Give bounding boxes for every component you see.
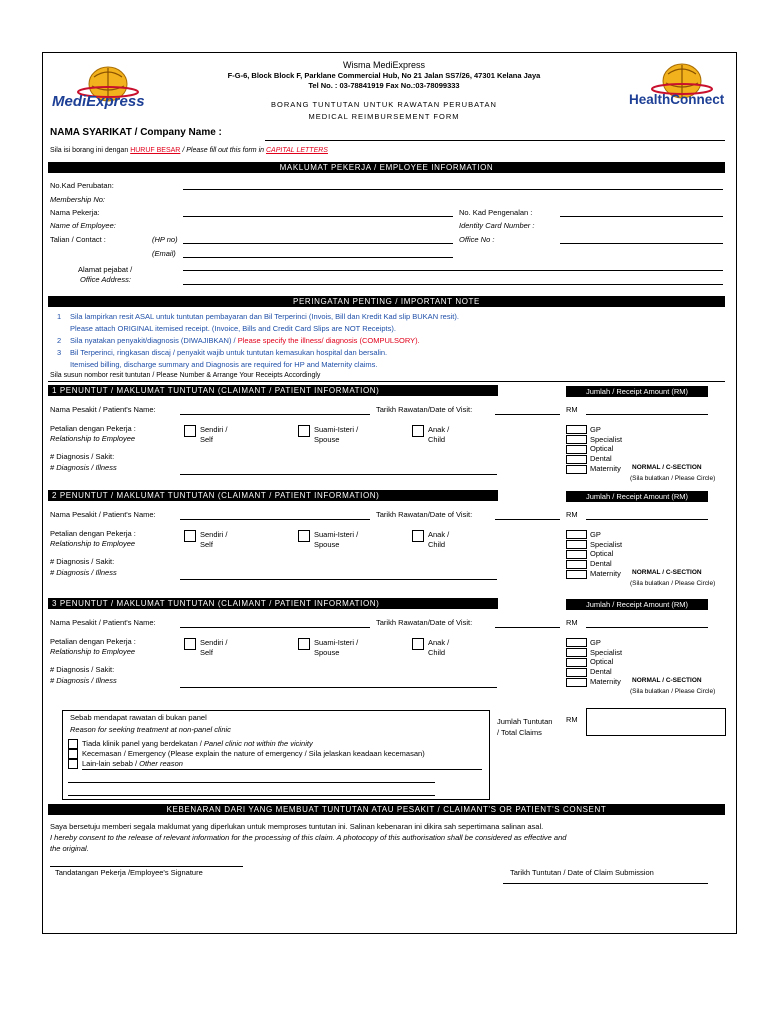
- ic-number-input[interactable]: [560, 216, 723, 217]
- optical-amount-box-1[interactable]: [566, 445, 587, 454]
- ic-label-my: No. Kad Pengenalan :: [459, 208, 533, 217]
- specialist-label-2: Specialist: [590, 540, 623, 549]
- signature-label: Tandatangan Pekerja /Employee's Signature: [55, 868, 203, 877]
- note1-en: Please attach ORIGINAL itemised receipt. (Invoice, Bills and Credit Card Slips are NOT Receipts).: [70, 324, 396, 333]
- specialist-amount-box-3[interactable]: [566, 648, 587, 657]
- spouse-checkbox-2[interactable]: [298, 530, 310, 542]
- visit-date-input-2[interactable]: [495, 519, 560, 520]
- gp-label-2: GP: [590, 530, 601, 539]
- alamat-label: Alamat pejabat /: [78, 265, 133, 274]
- circle-note-2: (Sila bulatkan / Please Circle): [630, 580, 716, 587]
- child-label-en-1: Child: [428, 435, 446, 444]
- child-checkbox-2[interactable]: [412, 530, 424, 542]
- form-title-my: BORANG TUNTUTAN UNTUK RAWATAN PERUBATAN: [271, 100, 497, 109]
- spouse-checkbox-1[interactable]: [298, 425, 310, 437]
- self-checkbox-3[interactable]: [184, 638, 196, 650]
- org-address: F-G-6, Block Block F, Parklane Commercial Hub, No 21 Jalan SS7/26, 47301 Kelana Jaya: [227, 71, 541, 80]
- note3-number: 3: [57, 348, 62, 357]
- dental-label-2: Dental: [590, 559, 612, 568]
- relation-label-my-3: Petalian dengan Pekerja :: [50, 637, 136, 646]
- signature-line[interactable]: [50, 866, 243, 867]
- arrange-note: Sila susun nombor resit tuntutan / Please Number & Arrange Your Receipts Accordingly: [50, 372, 321, 379]
- reason-title-en: Reason for seeking treatment at non-panel clinic: [70, 725, 231, 734]
- child-label-my-1: Anak /: [428, 425, 450, 434]
- specialist-label-1: Specialist: [590, 435, 623, 444]
- child-checkbox-3[interactable]: [412, 638, 424, 650]
- self-label-my-3: Sendiri /: [200, 638, 228, 647]
- gp-amount-box-2[interactable]: [566, 530, 587, 539]
- hp-label: (HP no): [152, 235, 178, 244]
- child-label-en-3: Child: [428, 648, 446, 657]
- diagnosis-label-my-2: # Diagnosis / Sakit:: [50, 557, 115, 566]
- rm-label-2: RM: [566, 510, 578, 519]
- claim-date-input[interactable]: [503, 883, 708, 884]
- spouse-label-en-2: Spouse: [314, 540, 340, 549]
- org-name: Wisma MediExpress: [342, 60, 425, 70]
- company-label: NAMA SYARIKAT / Company Name :: [50, 127, 222, 138]
- note3-en: Itemised billing, discharge summary and Diagnosis are required for HP and Maternity claims.: [70, 360, 378, 369]
- contact-label: Talian / Contact :: [50, 235, 106, 244]
- consent-text-en-2: the original.: [50, 844, 89, 853]
- dental-amount-box-2[interactable]: [566, 560, 587, 569]
- svg-text:HealthConnect: HealthConnect: [629, 92, 725, 107]
- form-title-en: MEDICAL REIMBURSEMENT FORM: [308, 112, 460, 121]
- note1-my: Sila lampirkan resit ASAL untuk tuntutan pembayaran dan Bil Terperinci (Invois, Bill dan Kredit Kad slip BUKAN resit).: [70, 312, 459, 321]
- receipt-amount-bar-3: Jumlah / Receipt Amount (RM): [566, 599, 708, 610]
- note2-number: 2: [57, 336, 62, 345]
- diagnosis-label-en-3: # Diagnosis / Illness: [50, 676, 117, 685]
- relation-label-en-2: Relationship to Employee: [50, 539, 136, 548]
- self-checkbox-2[interactable]: [184, 530, 196, 542]
- claim-date-label: Tarikh Tuntutan / Date of Claim Submission: [510, 868, 654, 877]
- consent-bar: KEBENARAN DARI YANG MEMBUAT TUNTUTAN ATAU PESAKIT / CLAIMANT'S OR PATIENT'S CONSENT: [48, 804, 725, 815]
- office-address-label: Office Address:: [80, 275, 131, 284]
- spouse-label-my-1: Suami-Isteri /: [314, 425, 359, 434]
- visit-date-label-3: Tarikh Rawatan/Date of Visit:: [376, 618, 473, 627]
- reason-other-checkbox[interactable]: [68, 759, 78, 769]
- name-employee-label: Name of Employee:: [50, 221, 116, 230]
- visit-date-input-1[interactable]: [495, 414, 560, 415]
- child-label-my-2: Anak /: [428, 530, 450, 539]
- note1-number: 1: [57, 312, 62, 321]
- rm-label-1: RM: [566, 405, 578, 414]
- claimant-3-bar: 3 PENUNTUT / MAKLUMAT TUNTUTAN (CLAIMANT / PATIENT INFORMATION): [48, 598, 498, 609]
- employee-name-input[interactable]: [183, 216, 453, 217]
- note2: Sila nyatakan penyakit/diagnosis (DIWAJIBKAN) / Please specify the illness/ diagnosis (COMPULSORY).: [70, 336, 420, 345]
- spouse-label-my-2: Suami-Isteri /: [314, 530, 359, 539]
- optical-amount-box-2[interactable]: [566, 550, 587, 559]
- gp-label-3: GP: [590, 638, 601, 647]
- relation-label-my-1: Petalian dengan Pekerja :: [50, 424, 136, 433]
- reason-no-panel-label: Tiada klinik panel yang berdekatan / Panel clinic not within the vicinity: [82, 739, 313, 748]
- address-input-2[interactable]: [183, 284, 723, 285]
- dental-label-3: Dental: [590, 667, 612, 676]
- specialist-amount-box-2[interactable]: [566, 540, 587, 549]
- rm-input-1[interactable]: [586, 414, 708, 415]
- visit-date-label-2: Tarikh Rawatan/Date of Visit:: [376, 510, 473, 519]
- claimant-1-bar: 1 PENUNTUT / MAKLUMAT TUNTUTAN (CLAIMANT / PATIENT INFORMATION): [48, 385, 498, 396]
- self-label-en-1: Self: [200, 435, 213, 444]
- hp-input[interactable]: [183, 243, 453, 244]
- patient-name-label-2: Nama Pesakit / Patient's Name:: [50, 510, 156, 519]
- org-tel: Tel No. : 03-78841919 Fax No.:03-78099333: [308, 81, 460, 90]
- relation-label-my-2: Petalian dengan Pekerja :: [50, 529, 136, 538]
- self-label-en-3: Self: [200, 648, 213, 657]
- gp-amount-box-1[interactable]: [566, 425, 587, 434]
- circle-note-1: (Sila bulatkan / Please Circle): [630, 475, 716, 482]
- patient-name-input-1[interactable]: [180, 414, 370, 415]
- maternity-type-3[interactable]: NORMAL / C-SECTION: [632, 677, 702, 684]
- relation-label-en-3: Relationship to Employee: [50, 647, 136, 656]
- reason-emergency-checkbox[interactable]: [68, 749, 78, 759]
- nama-pekerja-label: Nama Pekerja:: [50, 208, 100, 217]
- consent-text-my: Saya bersetuju memberi segala maklumat yang diperlukan untuk memproses tuntutan ini. Salinan kebenaran ini dikira sah sepertimana salinan asal.: [50, 822, 544, 831]
- spouse-label-en-3: Spouse: [314, 648, 340, 657]
- child-label-en-2: Child: [428, 540, 446, 549]
- note3-my: Bil Terperinci, ringkasan discaj / penyakit wajib untuk tuntutan kemasukan hospital dan bersalin.: [70, 348, 388, 357]
- ic-label-en: Identity Card Number :: [459, 221, 535, 230]
- maternity-amount-box-3[interactable]: [566, 678, 587, 687]
- rm-input-2[interactable]: [586, 519, 708, 520]
- diagnosis-input-1[interactable]: [180, 474, 497, 475]
- maternity-label-3: Maternity: [590, 677, 621, 686]
- address-input-1[interactable]: [183, 270, 723, 271]
- optical-label-3: Optical: [590, 657, 614, 666]
- gp-label-1: GP: [590, 425, 601, 434]
- company-name-input[interactable]: [265, 140, 725, 141]
- relation-label-en-1: Relationship to Employee: [50, 434, 136, 443]
- total-claims-label-my: Jumlah Tuntutan: [497, 717, 553, 726]
- email-input[interactable]: [183, 257, 453, 258]
- reason-line-1[interactable]: [82, 769, 482, 770]
- dental-label-1: Dental: [590, 454, 612, 463]
- spouse-label-en-1: Spouse: [314, 435, 340, 444]
- reason-line-3[interactable]: [68, 795, 435, 796]
- maternity-type-1[interactable]: NORMAL / C-SECTION: [632, 464, 702, 471]
- visit-date-input-3[interactable]: [495, 627, 560, 628]
- optical-label-2: Optical: [590, 549, 614, 558]
- diagnosis-input-2[interactable]: [180, 579, 497, 580]
- reason-other-label: Lain-lain sebab / Other reason: [82, 759, 183, 768]
- optical-label-1: Optical: [590, 444, 614, 453]
- spouse-label-my-3: Suami-Isteri /: [314, 638, 359, 647]
- email-label: (Email): [152, 249, 176, 258]
- receipt-amount-bar-2: Jumlah / Receipt Amount (RM): [566, 491, 708, 502]
- optical-amount-box-3[interactable]: [566, 658, 587, 667]
- patient-name-label-1: Nama Pesakit / Patient's Name:: [50, 405, 156, 414]
- patient-name-input-2[interactable]: [180, 519, 370, 520]
- self-label-my-2: Sendiri /: [200, 530, 228, 539]
- gp-amount-box-3[interactable]: [566, 638, 587, 647]
- patient-name-input-3[interactable]: [180, 627, 370, 628]
- maternity-amount-box-1[interactable]: [566, 465, 587, 474]
- maternity-label-2: Maternity: [590, 569, 621, 578]
- reason-no-panel-checkbox[interactable]: [68, 739, 78, 749]
- fill-instruction: Sila isi borang ini dengan HURUF BESAR / Please fill out this form in CAPITAL LETTERS: [50, 147, 328, 154]
- child-checkbox-1[interactable]: [412, 425, 424, 437]
- spouse-checkbox-3[interactable]: [298, 638, 310, 650]
- circle-note-3: (Sila bulatkan / Please Circle): [630, 688, 716, 695]
- important-note-bar: PERINGATAN PENTING / IMPORTANT NOTE: [48, 296, 725, 307]
- receipt-amount-bar-1: Jumlah / Receipt Amount (RM): [566, 386, 708, 397]
- maternity-type-2[interactable]: NORMAL / C-SECTION: [632, 569, 702, 576]
- visit-date-label-1: Tarikh Rawatan/Date of Visit:: [376, 405, 473, 414]
- patient-name-label-3: Nama Pesakit / Patient's Name:: [50, 618, 156, 627]
- consent-text-en-1: I hereby consent to the release of relevant information for the processing of this claim. A photocopy of this authorisation shall be considered as effective and: [50, 833, 567, 842]
- notes-divider: [48, 381, 725, 382]
- self-label-my-1: Sendiri /: [200, 425, 228, 434]
- svg-text:MediExpress: MediExpress: [52, 93, 145, 110]
- claimant-2-bar: 2 PENUNTUT / MAKLUMAT TUNTUTAN (CLAIMANT / PATIENT INFORMATION): [48, 490, 498, 501]
- office-no-input[interactable]: [560, 243, 723, 244]
- dental-amount-box-3[interactable]: [566, 668, 587, 677]
- employee-info-bar: MAKLUMAT PEKERJA / EMPLOYEE INFORMATION: [48, 162, 725, 173]
- diagnosis-label-en-1: # Diagnosis / Illness: [50, 463, 117, 472]
- kad-perubatan-label: No.Kad Perubatan:: [50, 181, 114, 190]
- self-checkbox-1[interactable]: [184, 425, 196, 437]
- office-no-label: Office No :: [459, 235, 495, 244]
- total-claims-label-en: / Total Claims: [497, 728, 542, 737]
- reason-emergency-label: Kecemasan / Emergency (Please explain the nature of emergency / Sila jelaskan keadaan kecemasan): [82, 749, 425, 758]
- total-claims-input[interactable]: [586, 708, 726, 736]
- diagnosis-label-my-1: # Diagnosis / Sakit:: [50, 452, 115, 461]
- membership-label: Membership No:: [50, 195, 106, 204]
- diagnosis-label-my-3: # Diagnosis / Sakit:: [50, 665, 115, 674]
- specialist-label-3: Specialist: [590, 648, 623, 657]
- total-rm-label: RM: [566, 715, 578, 724]
- reason-line-2[interactable]: [68, 782, 435, 783]
- dental-amount-box-1[interactable]: [566, 455, 587, 464]
- diagnosis-input-3[interactable]: [180, 687, 497, 688]
- membership-no-input[interactable]: [183, 189, 723, 190]
- reason-title-my: Sebab mendapat rawatan di bukan panel: [70, 713, 207, 722]
- self-label-en-2: Self: [200, 540, 213, 549]
- rm-label-3: RM: [566, 618, 578, 627]
- maternity-amount-box-2[interactable]: [566, 570, 587, 579]
- child-label-my-3: Anak /: [428, 638, 450, 647]
- rm-input-3[interactable]: [586, 627, 708, 628]
- maternity-label-1: Maternity: [590, 464, 621, 473]
- diagnosis-label-en-2: # Diagnosis / Illness: [50, 568, 117, 577]
- specialist-amount-box-1[interactable]: [566, 435, 587, 444]
